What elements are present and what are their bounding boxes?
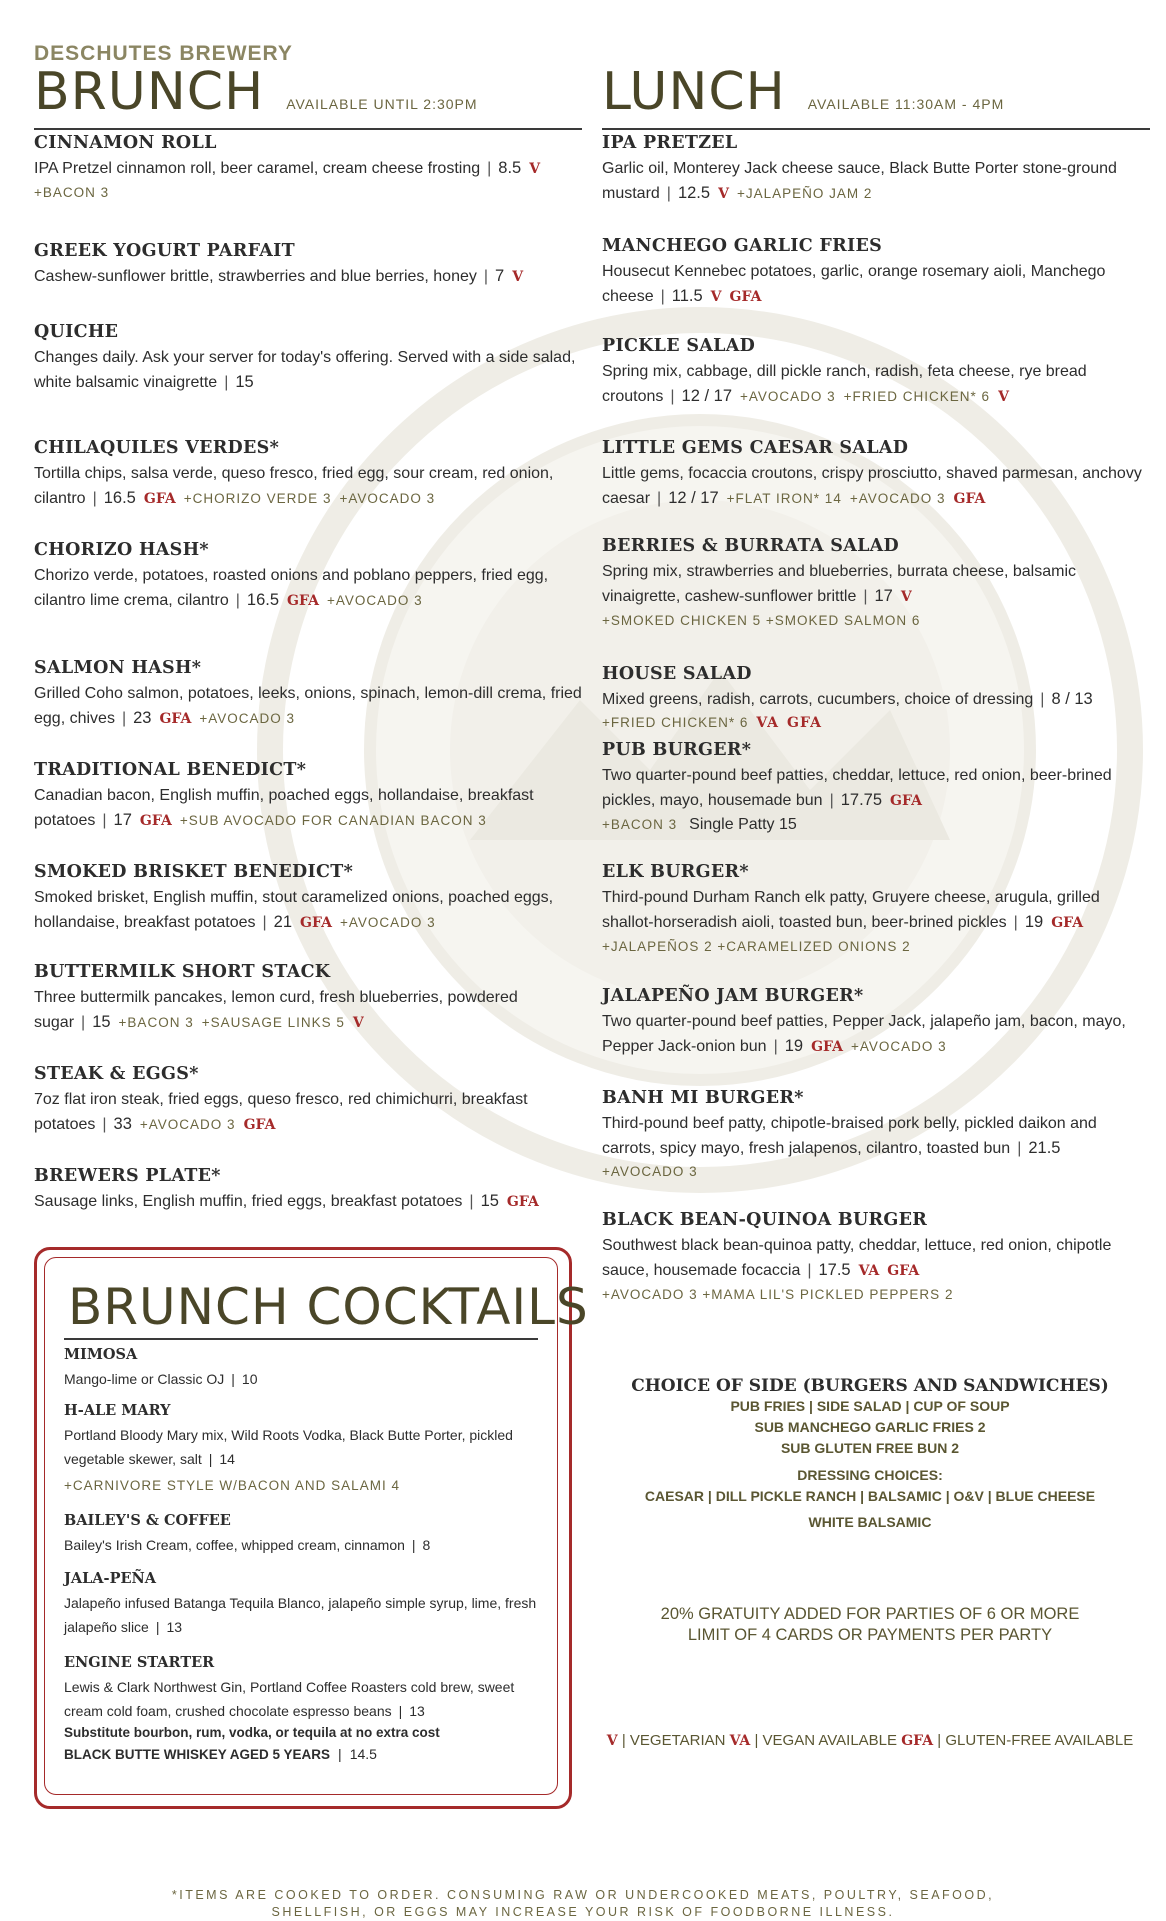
price-separator: | — [666, 185, 671, 202]
item-desc-text: Southwest black bean-quinoa patty, cheddar, lettuce, red onion, chipotle sauce, housemade focaccia — [602, 1237, 1112, 1279]
price-separator: | — [1017, 1140, 1022, 1157]
item-addons-line — [602, 814, 1150, 836]
cocktail-desc-text: Portland Bloody Mary mix, Wild Roots Vodka, Black Butte Porter, pickled vegetable skewer, salt — [64, 1427, 513, 1467]
item-description — [602, 559, 1150, 610]
brunch-divider — [34, 128, 582, 130]
item-desc-text: Little gems, focaccia croutons, crispy prosciutto, shaved parmesan, anchovy caesar — [602, 465, 1142, 507]
payment-limit-line: LIMIT OF 4 CARDS OR PAYMENTS PER PARTY — [687, 1626, 1053, 1644]
foodborne-disclaimer — [0, 1887, 1166, 1921]
price-separator: | — [829, 792, 834, 809]
item-name: CHORIZO HASH* — [34, 540, 209, 560]
dietary-tag: V — [718, 186, 729, 202]
item-name: BERRIES & BURRATA SALAD — [602, 536, 900, 556]
brunch-menu-item — [34, 1064, 582, 1138]
cocktail-item — [64, 1346, 544, 1391]
cocktail-description — [64, 1675, 544, 1723]
cocktail-desc-text: Lewis & Clark Northwest Gin, Portland Coffee Roasters cold brew, sweet cream cold foam, crushed chocolate espresso beans — [64, 1679, 515, 1719]
sides-section — [600, 1376, 1140, 1533]
dressing-heading: DRESSING CHOICES: — [797, 1467, 943, 1483]
lunch-menu-item — [602, 1088, 1150, 1183]
legend-gfa-label: GLUTEN-FREE AVAILABLE — [945, 1732, 1134, 1749]
whiskey-price: 14.5 — [349, 1746, 377, 1762]
cocktails-title: BRUNCH COCKTAILS — [68, 1278, 589, 1336]
price-separator: | — [92, 490, 97, 507]
item-price: 17.5 — [818, 1261, 851, 1279]
lunch-menu-item — [602, 133, 1150, 207]
item-name: CINNAMON ROLL — [34, 133, 217, 153]
item-description — [602, 359, 1150, 410]
brunch-menu-item — [34, 540, 582, 614]
cocktail-name: H-ALE MARY — [64, 1402, 171, 1419]
cocktail-desc-text: Jalapeño infused Batanga Tequila Blanco, jalapeño simple syrup, lime, fresh jalapeño slice — [64, 1595, 537, 1635]
item-addons: +AVOCADO 3 +MAMA LIL'S PICKLED PEPPERS 2 — [602, 1287, 954, 1302]
item-addons: +SMOKED CHICKEN 5 +SMOKED SALMON 6 — [602, 613, 921, 628]
item-price: 12.5 — [677, 184, 711, 202]
price-separator: | — [411, 1537, 416, 1553]
dietary-legend: V | VEGETARIAN VA | VEGAN AVAILABLE GFA | GLUTEN-FREE AVAILABLE — [606, 1732, 1134, 1749]
price-separator: | — [773, 1038, 778, 1055]
lunch-title: LUNCH — [602, 62, 786, 122]
item-price: 33 — [113, 1115, 132, 1133]
brunch-menu-item — [34, 438, 582, 512]
price-separator: | — [1013, 914, 1018, 931]
item-description — [602, 763, 1150, 814]
item-addons: +BACON 3 — [34, 185, 110, 200]
item-price: 19 — [1024, 913, 1044, 931]
item-price: 12 / 17 — [681, 387, 732, 405]
dietary-tag: V — [710, 289, 722, 305]
dietary-tag: GFA — [139, 813, 172, 829]
lunch-menu-item — [602, 740, 1150, 836]
price-separator: | — [102, 812, 107, 829]
dietary-tag: GFA — [1051, 915, 1084, 931]
item-addons-line — [602, 610, 1150, 632]
item-desc-text: Two quarter-pound beef patties, cheddar, lettuce, red onion, beer-brined pickles, mayo, housemade bun — [602, 767, 1112, 809]
sides-line: PUB FRIES | SIDE SALAD | CUP OF SOUP — [730, 1398, 1010, 1414]
item-addon: +JALAPEÑO JAM 2 — [736, 186, 873, 201]
cocktail-name: MIMOSA — [64, 1346, 138, 1363]
item-price: 15 — [480, 1192, 499, 1210]
item-desc-text: Smoked brisket, English muffin, stout caramelized onions, poached eggs, hollandaise, breakfast potatoes — [34, 889, 554, 931]
item-desc-text: Mixed greens, radish, carrots, cucumbers, choice of dressing — [602, 691, 1034, 708]
item-description — [34, 345, 582, 395]
price-separator: | — [231, 1371, 235, 1387]
cocktail-desc-text: Bailey's Irish Cream, coffee, whipped cream, cinnamon — [64, 1537, 405, 1553]
item-addon: +AVOCADO 3 — [326, 593, 423, 608]
lunch-menu-item — [602, 986, 1150, 1060]
item-addons-line — [602, 712, 1150, 734]
item-description — [602, 885, 1150, 936]
price-separator: | — [338, 1746, 342, 1762]
item-desc-text: Garlic oil, Monterey Jack cheese sauce, Black Butte Porter stone-ground mustard — [602, 160, 1117, 202]
gratuity-line: 20% GRATUITY ADDED FOR PARTIES OF 6 OR MORE — [660, 1605, 1080, 1623]
item-addon: +CHORIZO VERDE 3 — [183, 491, 332, 506]
item-addons-line — [602, 936, 1150, 958]
item-desc-text: Cashew-sunflower brittle, strawberries and blue berries, honey — [34, 268, 477, 285]
lunch-menu-item — [602, 664, 1150, 734]
item-addon: +SAUSAGE LINKS 5 — [201, 1015, 345, 1030]
cocktail-name: JALA-PEÑA — [64, 1570, 157, 1587]
brunch-menu-item — [34, 1166, 582, 1215]
item-desc-text: Spring mix, strawberries and blueberries, burrata cheese, balsamic vinaigrette, cashew-sunflower brittle — [602, 563, 1076, 605]
item-description — [602, 156, 1150, 207]
item-name: BLACK BEAN-QUINOA BURGER — [602, 1210, 928, 1230]
brunch-availability: AVAILABLE UNTIL 2:30PM — [286, 96, 478, 112]
price-separator: | — [657, 490, 662, 507]
item-addon: +AVOCADO 3 — [849, 491, 946, 506]
item-desc-text: Sausage links, English muffin, fried eggs, breakfast potatoes — [34, 1193, 463, 1210]
dietary-tag: GFA — [890, 793, 922, 809]
item-name: QUICHE — [34, 322, 119, 342]
price-separator: | — [102, 1116, 107, 1133]
brunch-menu-item — [34, 133, 582, 204]
price-separator: | — [398, 1703, 403, 1719]
price-separator: | — [670, 388, 675, 405]
dietary-tag: V — [900, 589, 912, 605]
brunch-menu-item — [34, 962, 582, 1036]
dietary-tag: GFA — [787, 715, 822, 731]
brunch-title: BRUNCH — [34, 62, 265, 122]
item-price: 23 — [133, 709, 152, 727]
item-name: IPA PRETZEL — [602, 133, 738, 153]
dietary-tag: V — [998, 389, 1009, 405]
item-description — [602, 1111, 1150, 1161]
item-desc-text: Third-pound beef patty, chipotle-braised pork belly, pickled daikon and carrots, spicy mayo, fresh jalapenos, cilantro, toasted bun — [602, 1115, 1097, 1157]
item-price: 17 — [874, 587, 893, 605]
item-addon: +AVOCADO 3 — [199, 711, 296, 726]
item-price: 16.5 — [246, 591, 280, 609]
item-price: 8.5 — [498, 159, 522, 177]
item-addon: +AVOCADO 3 — [339, 915, 436, 930]
price-separator: | — [155, 1619, 160, 1635]
legend-v-tag: V — [606, 1733, 618, 1749]
item-description — [602, 687, 1150, 712]
item-name: MANCHEGO GARLIC FRIES — [602, 236, 883, 256]
item-description — [602, 461, 1150, 512]
whiskey-item — [64, 1746, 377, 1764]
cocktail-item — [64, 1570, 544, 1639]
legend-v-label: VEGETARIAN — [629, 1732, 726, 1749]
item-addons-line — [602, 1161, 1150, 1183]
item-addon: +FRIED CHICKEN* 6 — [843, 389, 991, 404]
item-desc-text: Canadian bacon, English muffin, poached eggs, hollandaise, breakfast potatoes — [34, 787, 534, 829]
item-price: 17 — [113, 811, 132, 829]
item-description — [34, 783, 582, 834]
item-addon: +AVOCADO 3 — [139, 1117, 236, 1132]
item-price: 21.5 — [1028, 1139, 1061, 1157]
item-addons-line — [34, 182, 582, 204]
price-separator: | — [262, 914, 267, 931]
cocktail-note: Substitute bourbon, rum, vodka, or tequila at no extra cost — [64, 1725, 440, 1740]
item-price: 12 / 17 — [668, 489, 719, 507]
dietary-tag: GFA — [887, 1263, 920, 1279]
item-addon: +AVOCADO 3 — [740, 389, 836, 404]
item-description — [602, 259, 1150, 310]
lunch-availability: AVAILABLE 11:30AM - 4PM — [807, 96, 1005, 112]
item-description — [34, 985, 582, 1036]
item-addons: +BACON 3 — [602, 817, 678, 832]
item-addons-line — [602, 1284, 1150, 1306]
item-price: 19 — [784, 1037, 804, 1055]
item-desc-text: Changes daily. Ask your server for today's offering. Served with a side salad, white balsamic vinaigrette — [34, 349, 576, 391]
cocktail-price: 13 — [166, 1619, 183, 1635]
item-desc-text: Housecut Kennebec potatoes, garlic, orange rosemary aioli, Manchego cheese — [602, 263, 1106, 305]
price-separator: | — [863, 588, 868, 605]
item-name: TRADITIONAL BENEDICT* — [34, 760, 307, 780]
item-desc-text: Chorizo verde, potatoes, roasted onions and poblano peppers, fried egg, cilantro lime crema, cilantro — [34, 567, 549, 609]
price-separator: | — [121, 710, 127, 727]
price-separator: | — [483, 268, 489, 285]
cocktail-price: 10 — [241, 1371, 258, 1387]
item-addons: +FRIED CHICKEN* 6 — [602, 715, 749, 730]
price-separator: | — [660, 288, 665, 305]
item-extra-option: Single Patty 15 — [689, 816, 797, 833]
dietary-tag: VA — [858, 1263, 880, 1279]
price-separator: | — [469, 1193, 474, 1210]
item-name: BANH MI BURGER* — [602, 1088, 804, 1108]
item-description — [602, 1009, 1150, 1060]
dietary-tag: V — [529, 161, 541, 177]
item-description — [34, 156, 582, 182]
item-desc-text: Three buttermilk pancakes, lemon curd, fresh blueberries, powdered sugar — [34, 989, 518, 1031]
cocktail-price: 14 — [219, 1451, 235, 1467]
dietary-tag: GFA — [811, 1039, 844, 1055]
dietary-tag: GFA — [143, 491, 176, 507]
brunch-menu-item — [34, 760, 582, 834]
whiskey-name: BLACK BUTTE WHISKEY AGED 5 YEARS — [64, 1747, 331, 1762]
cocktail-item — [64, 1512, 544, 1557]
price-separator: | — [1040, 691, 1045, 708]
item-addon: +BACON 3 — [118, 1015, 194, 1030]
price-separator: | — [235, 592, 240, 609]
cocktail-description — [64, 1533, 544, 1557]
legend-gfa-tag: GFA — [901, 1733, 934, 1749]
dietary-tag: GFA — [953, 491, 986, 507]
item-addons: +JALAPEÑOS 2 +CARAMELIZED ONIONS 2 — [602, 939, 911, 954]
cocktails-divider — [64, 1338, 538, 1340]
item-name: BUTTERMILK SHORT STACK — [34, 962, 331, 982]
item-description — [34, 563, 582, 614]
disclaimer-line-1: *ITEMS ARE COOKED TO ORDER. CONSUMING RAW OR UNDERCOOKED MEATS, POULTRY, SEAFOOD, — [171, 1888, 995, 1902]
gratuity-note — [600, 1604, 1140, 1646]
price-separator: | — [81, 1014, 86, 1031]
item-desc-text: 7oz flat iron steak, fried eggs, queso fresco, red chimichurri, breakfast potatoes — [34, 1091, 528, 1133]
item-price: 21 — [273, 913, 292, 931]
dressing-choices-2: WHITE BALSAMIC — [808, 1514, 932, 1530]
sides-sub-bun: SUB GLUTEN FREE BUN 2 — [780, 1440, 960, 1456]
item-description — [34, 264, 582, 290]
lunch-menu-item — [602, 862, 1150, 958]
lunch-menu-item — [602, 1210, 1150, 1306]
item-addon: +AVOCADO 3 — [339, 491, 436, 506]
item-price: 16.5 — [103, 489, 136, 507]
item-description — [34, 885, 582, 936]
item-description — [34, 1189, 582, 1215]
item-name: BREWERS PLATE* — [34, 1166, 221, 1186]
item-name: PUB BURGER* — [602, 740, 752, 760]
item-name: CHILAQUILES VERDES* — [34, 438, 280, 458]
item-name: GREEK YOGURT PARFAIT — [34, 241, 295, 261]
dietary-tag: GFA — [300, 915, 332, 931]
cocktail-item — [64, 1654, 544, 1740]
item-addon: +SUB AVOCADO FOR CANADIAN BACON 3 — [179, 813, 487, 828]
lunch-menu-item — [602, 536, 1150, 632]
item-description — [602, 1233, 1150, 1284]
dietary-tag: GFA — [243, 1117, 276, 1133]
dietary-tag: VA — [756, 715, 780, 731]
disclaimer-line-2: SHELLFISH, OR EGGS MAY INCREASE YOUR RISK OF FOODBORNE ILLNESS. — [271, 1905, 895, 1919]
dietary-tag: GFA — [506, 1194, 539, 1210]
dietary-tag: V — [512, 269, 524, 285]
item-name: ELK BURGER* — [602, 862, 749, 882]
item-price: 15 — [92, 1013, 111, 1031]
item-price: 8 / 13 — [1051, 690, 1093, 708]
item-desc-text: Tortilla chips, salsa verde, queso fresco, fried egg, sour cream, red onion, cilantro — [34, 465, 554, 507]
sides-sub-fries: SUB MANCHEGO GARLIC FRIES 2 — [754, 1419, 986, 1435]
cocktail-desc-text: Mango-lime or Classic OJ — [64, 1371, 225, 1387]
cocktail-price: 8 — [422, 1537, 431, 1553]
lunch-menu-item — [602, 438, 1150, 512]
item-addon: +AVOCADO 3 — [851, 1039, 947, 1054]
brunch-menu-item — [34, 322, 582, 395]
item-price: 7 — [495, 267, 505, 285]
sides-heading: CHOICE OF SIDE (BURGERS AND SANDWICHES) — [631, 1376, 1109, 1396]
item-desc-text: Spring mix, cabbage, dill pickle ranch, radish, feta cheese, rye bread croutons — [602, 363, 1087, 405]
cocktail-name: ENGINE STARTER — [64, 1654, 215, 1671]
item-desc-text: Grilled Coho salmon, potatoes, leeks, onions, spinach, lemon-dill crema, fried egg, chives — [34, 685, 582, 727]
lunch-menu-item — [602, 336, 1150, 410]
brunch-header — [34, 62, 478, 122]
item-name: STEAK & EGGS* — [34, 1064, 199, 1084]
dietary-tag: GFA — [287, 593, 319, 609]
cocktail-description — [64, 1591, 544, 1639]
brunch-menu-item — [34, 862, 582, 936]
item-addon: +FLAT IRON* 14 — [726, 491, 842, 506]
lunch-divider — [602, 128, 1150, 130]
lunch-menu-item — [602, 236, 1150, 310]
item-name: HOUSE SALAD — [602, 664, 752, 684]
cocktail-price: 13 — [409, 1703, 425, 1719]
cocktail-description — [64, 1367, 544, 1391]
item-desc-text: Third-pound Durham Ranch elk patty, Gruyere cheese, arugula, grilled shallot-horseradish aioli, toasted bun, beer-brined pickles — [602, 889, 1100, 931]
dietary-tag: GFA — [159, 711, 192, 727]
item-name: SALMON HASH* — [34, 658, 202, 678]
item-price: 11.5 — [671, 287, 703, 305]
item-desc-text: Two quarter-pound beef patties, Pepper Jack, jalapeño jam, bacon, mayo, Pepper Jack-onion bun — [602, 1013, 1126, 1055]
item-price: 17.75 — [840, 791, 883, 809]
cocktail-item — [64, 1402, 544, 1497]
lunch-header — [602, 62, 1004, 122]
legend-va-label: VEGAN AVAILABLE — [762, 1732, 898, 1749]
item-description — [34, 1087, 582, 1138]
price-separator: | — [208, 1451, 213, 1467]
cocktail-name: BAILEY'S & COFFEE — [64, 1512, 231, 1529]
dietary-tag: GFA — [729, 289, 762, 305]
price-separator: | — [807, 1262, 812, 1279]
dressing-choices: CAESAR | DILL PICKLE RANCH | BALSAMIC | O&V | BLUE CHEESE — [644, 1488, 1096, 1504]
legend-va-tag: VA — [729, 1733, 751, 1749]
item-desc-text: IPA Pretzel cinnamon roll, beer caramel, cream cheese frosting — [34, 160, 481, 177]
item-name: SMOKED BRISKET BENEDICT* — [34, 862, 354, 882]
item-description — [34, 461, 582, 512]
brunch-menu-item — [34, 658, 582, 732]
item-name: JALAPEÑO JAM BURGER* — [602, 986, 864, 1006]
item-description — [34, 681, 582, 732]
brand-logo: DESCHUTES BREWERY — [34, 42, 293, 65]
cocktail-description — [64, 1423, 544, 1471]
brunch-menu-item — [34, 241, 582, 290]
price-separator: | — [224, 374, 229, 391]
item-addons: +AVOCADO 3 — [602, 1164, 698, 1179]
item-price: 15 — [235, 373, 254, 391]
item-name: PICKLE SALAD — [602, 336, 756, 356]
price-separator: | — [487, 160, 492, 177]
dietary-tag: V — [352, 1015, 364, 1031]
item-name: LITTLE GEMS CAESAR SALAD — [602, 438, 909, 458]
cocktail-addon: +CARNIVORE STYLE W/BACON AND SALAMI 4 — [64, 1478, 400, 1493]
